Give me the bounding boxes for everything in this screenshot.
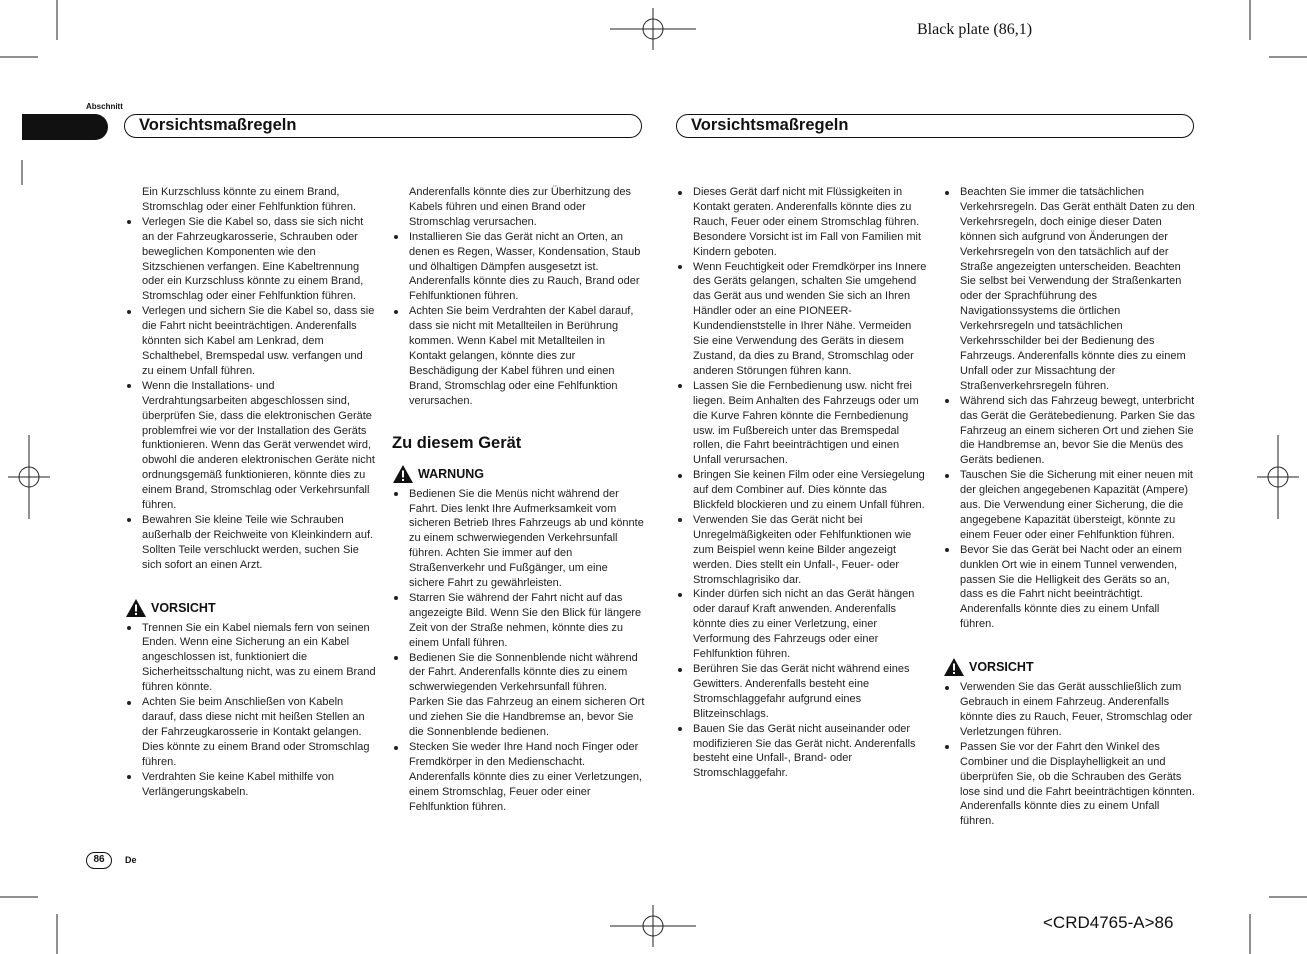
list-item: Starren Sie während der Fahrt nicht auf das angezeigte Bild. Wenn Sie den Blick für längere Zeit von der Straße nehmen, könnte dies zu einem Unfall führen. [392, 591, 645, 651]
warning-list [392, 487, 645, 815]
plate-label: Black plate (86,1) [917, 21, 1033, 38]
column-3 [676, 185, 929, 781]
list-item: Bedienen Sie die Sonnenblende nicht während der Fahrt. Anderenfalls könnte dies zu einem schwerwiegenden Verkehrsunfall führen. Parken Sie das Fahrzeug an einem sicheren Ort und ziehen Sie die Handbremse an, bevor Sie die Sonnenblende bedienen. [392, 651, 645, 740]
language-code: De [125, 855, 137, 865]
caution-label: VORSICHT [969, 660, 1034, 675]
column-1 [125, 185, 376, 799]
caution-heading [125, 597, 376, 619]
continuation-text: Ein Kurzschluss könnte zu einem Brand, Stromschlag oder einer Fehlfunktion führen. [142, 186, 357, 213]
list-item: Dieses Gerät darf nicht mit Flüssigkeiten in Kontakt geraten. Anderenfalls könnte dies zu Rauch, Feuer oder einem Stromschlag führen. Besondere Vorsicht ist im Fall von Familien mit Kindern geboten. [676, 185, 929, 260]
list-item: Verwenden Sie das Gerät ausschließlich zum Gebrauch in einem Fahrzeug. Anderenfalls könnte dies zu Rauch, Feuer, Stromschlag oder Verletzungen führen. [943, 680, 1196, 740]
section-subheading: Zu diesem Gerät [392, 433, 522, 452]
list-item: Beachten Sie immer die tatsächlichen Verkehrsregeln. Das Gerät enthält Daten zu den Verkehrsregeln, doch einige dieser Daten können sich aufgrund von Änderungen der Verkehrsregeln von den tatsächlich auf der Straße angezeigten unterscheiden. Beachten Sie selbst bei Verwendung der Straßenkarten oder der Sprachführung des Navigationssystems die örtlichen Verkehrsregeln und tatsächlichen Verkehrsschilder bei der Bedienung des Fahrzeugs. Anderenfalls könnte dies zu einem Unfall oder zur Missachtung der Straßenverkehrsregeln führen. [943, 185, 1196, 394]
warning-triangle-icon [943, 657, 965, 677]
column-4 [943, 185, 1196, 829]
list-item: Wenn Feuchtigkeit oder Fremdkörper ins Innere des Geräts gelangen, schalten Sie umgehend das Gerät aus und wenden Sie sich an Ihren Händler oder an eine PIONEER-Kundendienststelle in Ihrer Nähe. Vermeiden Sie eine Verwendung des Geräts in diesem Zustand, da dies zu Brand, Stromschlag oder anderen Störungen führen kann. [676, 260, 929, 379]
bullet-list [943, 185, 1196, 632]
caution-heading [943, 656, 1196, 678]
warning-label: WARNUNG [418, 466, 484, 481]
list-item: Verwenden Sie das Gerät nicht bei Unregelmäßigkeiten oder Fehlfunktionen wie zum Beispiel wenn keine Bilder angezeigt werden. Dies stellt ein Unfall-, Feuer- oder Stromschlagrisiko dar. [676, 513, 929, 588]
list-item: Verlegen Sie die Kabel so, dass sie sich nicht an der Fahrzeugkarosserie, Schrauben oder beweglichen Komponenten wie den Sitzschienen verfangen. Eine Kabeltrennung oder ein Kurzschluss könnte zu einem Brand, Stromschlag oder einer Fehlfunktion führen. [125, 215, 376, 304]
list-item: Bedienen Sie die Menüs nicht während der Fahrt. Dies lenkt Ihre Aufmerksamkeit vom sicheren Betrieb Ihres Fahrzeugs ab und könnte zu einem schwerwiegenden Verkehrsunfall führen. Achten Sie immer auf den Straßenverkehr und Fußgänger, um eine sichere Fahrt zu gewährleisten. [392, 487, 645, 591]
caution-list [943, 680, 1196, 829]
list-item: Installieren Sie das Gerät nicht an Orten, an denen es Regen, Wasser, Kondensation, Staub und ölhaltigen Dämpfen ausgesetzt ist. Anderenfalls könnte dies zu Rauch, Brand oder Fehlfunktionen führen. [392, 230, 645, 305]
list-item: Lassen Sie die Fernbedienung usw. nicht frei liegen. Beim Anhalten des Fahrzeugs oder um die Kurve Fahren könnte die Fernbedienung usw. im Fußbereich unter das Bremspedal rollen, die Fahrt beeinträchtigen und einen Unfall verursachen. [676, 379, 929, 468]
bullet-list [125, 215, 376, 573]
section-tab [22, 114, 108, 140]
list-item: Bevor Sie das Gerät bei Nacht oder an einem dunklen Ort wie in einem Tunnel verwenden, passen Sie die Helligkeit des Geräts so an, dass es die Fahrt nicht beeinträchtigt. Anderenfalls könnte dies zu einem Unfall führen. [943, 543, 1196, 632]
left-page-header: Vorsichtsmaßregeln [124, 114, 642, 138]
page-number-badge: 86 [86, 852, 112, 869]
document-code: <CRD4765-A>86 [1043, 913, 1174, 932]
list-item: Wenn die Installations- und Verdrahtungsarbeiten abgeschlossen sind, überprüfen Sie, dass die elektronischen Geräte problemfrei wie vor der Installation des Geräts funktionieren. Wenn das Gerät verwendet wird, obwohl die anderen elektronischen Geräte nicht ordnungsgemäß funktionieren, könnte dies zu einem Brand, Stromschlag oder Verkehrsunfall führen. [125, 379, 376, 513]
right-page-header: Vorsichtsmaßregeln [676, 114, 1194, 138]
continuation-text: Anderenfalls könnte dies zur Überhitzung des Kabels führen und einen Brand oder Stromschlag verursachen. [409, 186, 631, 228]
list-item: Bewahren Sie kleine Teile wie Schrauben außerhalb der Reichweite von Kleinkindern auf. Sollten Teile verschluckt werden, suchen Sie sich sofort an einen Arzt. [125, 513, 376, 573]
warning-triangle-icon [392, 464, 414, 484]
warning-heading [392, 463, 645, 485]
list-item: Tauschen Sie die Sicherung mit einer neuen mit der gleichen angegebenen Kapazität (Ampere) aus. Die Verwendung einer Sicherung, die die angegebene Kapazität übersteigt, könnte zu einem Feuer oder einer Fehlfunktion führen. [943, 468, 1196, 543]
bullet-list [392, 230, 645, 409]
list-item: Verdrahten Sie keine Kabel mithilfe von Verlängerungskabeln. [125, 770, 376, 800]
column-2 [392, 185, 645, 815]
list-item: Bringen Sie keinen Film oder eine Versiegelung auf dem Combiner auf. Dies könnte das Blickfeld blockieren und zu einem Unfall führen. [676, 468, 929, 513]
list-item: Achten Sie beim Verdrahten der Kabel darauf, dass sie nicht mit Metallteilen in Berührung kommen. Wenn Kabel mit Metallteilen in Kontakt gelangen, könnte dies zur Beschädigung der Kabel führen und einen Brand, Stromschlag oder eine Fehlfunktion verursachen. [392, 304, 645, 408]
list-item: Stecken Sie weder Ihre Hand noch Finger oder Fremdkörper in den Medienschacht. Anderenfalls könnte dies zu einer Verletzungen, einem Stromschlag, Feuer oder einer Fehlfunktion führen. [392, 740, 645, 815]
list-item: Achten Sie beim Anschließen von Kabeln darauf, dass diese nicht mit heißen Stellen an der Fahrzeugkarosserie in Kontakt gelangen. Dies könnte zu einem Brand oder Stromschlag führen. [125, 695, 376, 770]
list-item: Verlegen und sichern Sie die Kabel so, dass sie die Fahrt nicht beeinträchtigen. Anderenfalls könnten sich Kabel am Lenkrad, dem Schalthebel, Bremspedal usw. verfangen und zu einem Unfall führen. [125, 304, 376, 379]
list-item: Trennen Sie ein Kabel niemals fern von seinen Enden. Wenn eine Sicherung an ein Kabel angeschlossen ist, funktioniert die Sicherheitsschaltung nicht, was zu einem Brand führen könnte. [125, 621, 376, 696]
list-item: Bauen Sie das Gerät nicht auseinander oder modifizieren Sie das Gerät nicht. Anderenfalls besteht eine Unfall-, Brand- oder Stromschlaggefahr. [676, 722, 929, 782]
bullet-list [676, 185, 929, 781]
caution-label: VORSICHT [151, 600, 216, 615]
list-item: Berühren Sie das Gerät nicht während eines Gewitters. Anderenfalls besteht eine Stromschlaggefahr aufgrund eines Blitzeinschlags. [676, 662, 929, 722]
list-item: Passen Sie vor der Fahrt den Winkel des Combiner und die Displayhelligkeit an und überprüfen Sie, ob die Schrauben des Geräts lose sind und die Fahrt beeinträchtigen könnten. Anderenfalls könnte dies zu einem Unfall führen. [943, 740, 1196, 829]
list-item: Während sich das Fahrzeug bewegt, unterbricht das Gerät die Gerätebedienung. Parken Sie das Fahrzeug an einem sicheren Ort und ziehen Sie die Handbremse an, bevor Sie die Menüs des Geräts bedienen. [943, 394, 1196, 469]
caution-list [125, 621, 376, 800]
section-label: Abschnitt [86, 102, 123, 111]
list-item: Kinder dürfen sich nicht an das Gerät hängen oder darauf Kraft anwenden. Anderenfalls könnte dies zu einer Verletzung, einer Verformung des Fahrzeugs oder einer Fehlfunktion führen. [676, 587, 929, 662]
warning-triangle-icon [125, 598, 147, 618]
